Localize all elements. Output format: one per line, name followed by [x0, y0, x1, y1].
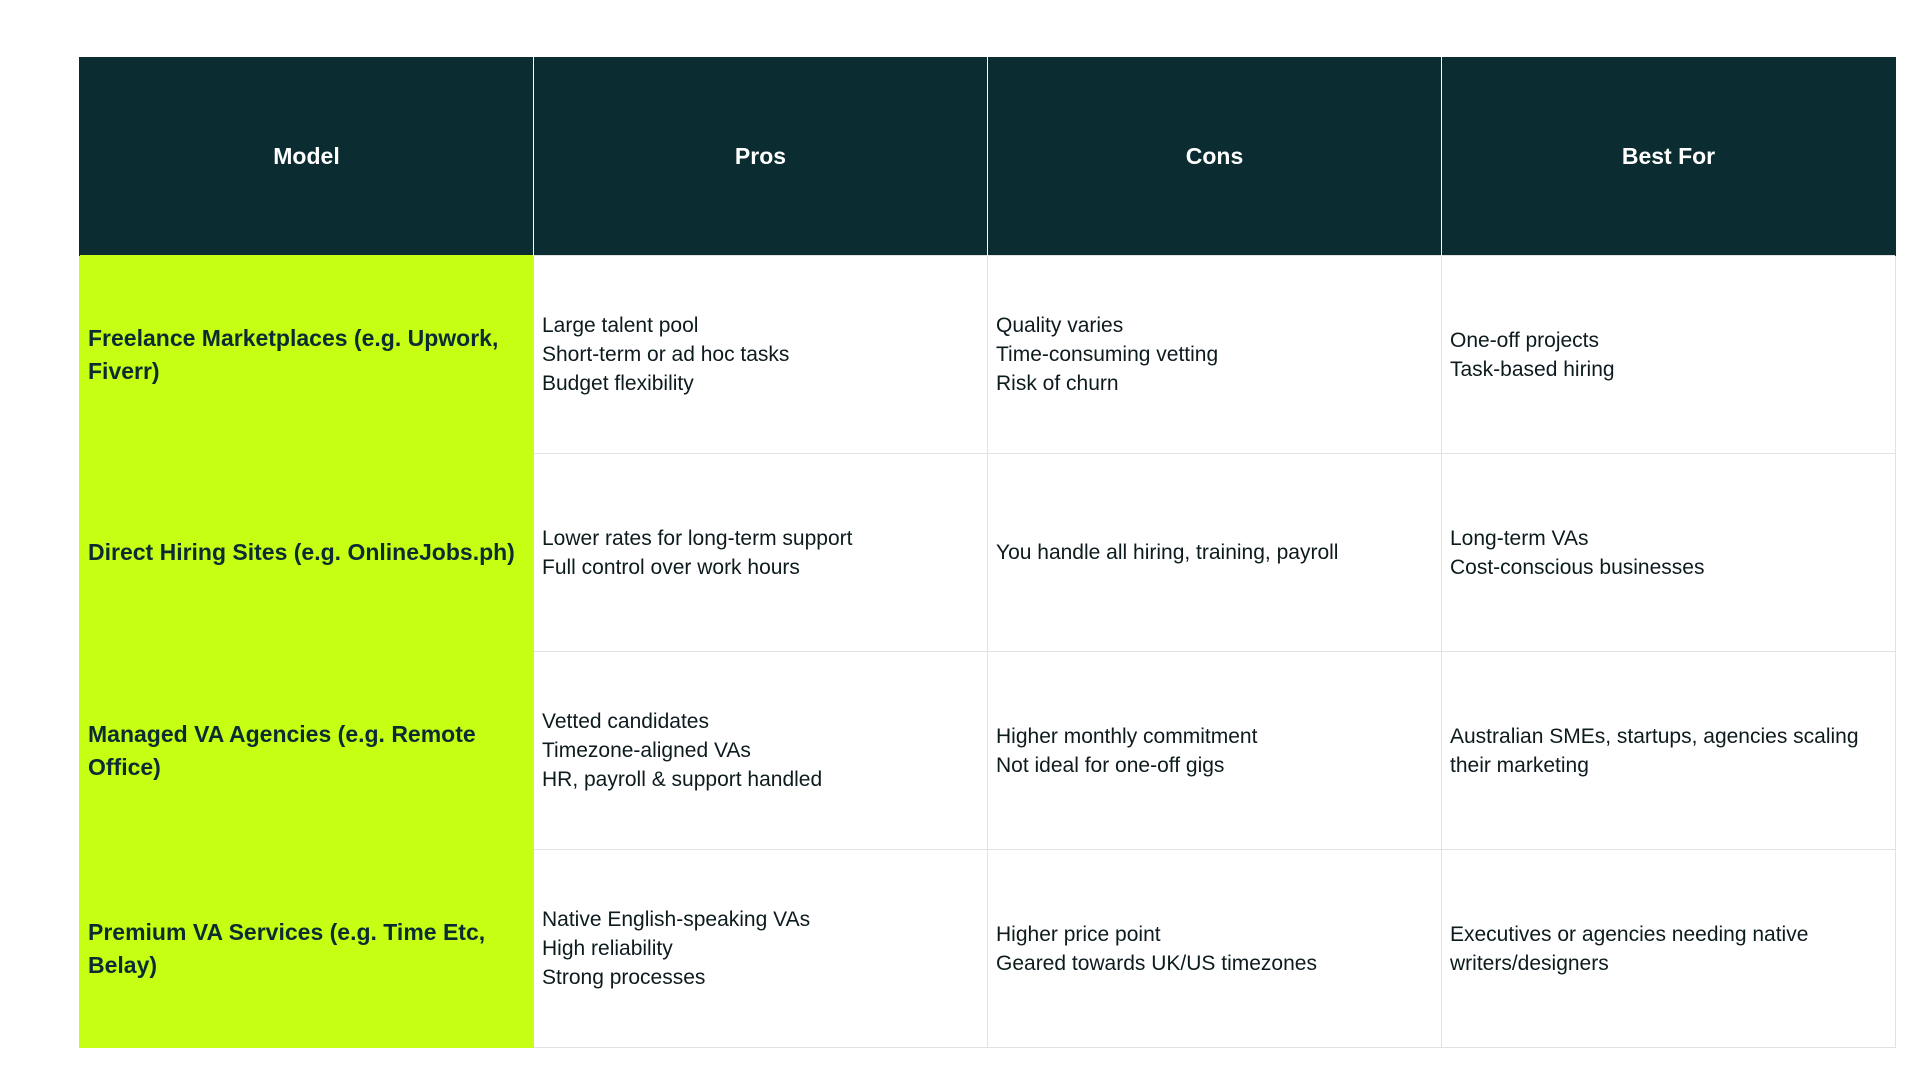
pros-item: Large talent pool	[542, 314, 699, 337]
cons-cell	[988, 652, 1442, 850]
model-cell: Premium VA Services (e.g. Time Etc, Belay)	[80, 850, 534, 1048]
best-for-item: Task-based hiring	[1450, 357, 1615, 381]
cons-item: Quality varies	[996, 314, 1124, 337]
cons-item: Higher monthly commitment	[996, 724, 1258, 748]
best-for-item: Australian SMEs, startups, agencies scaling their marketing	[1450, 724, 1859, 777]
table-body	[80, 256, 1896, 1048]
best-for-item: One-off projects	[1450, 328, 1600, 352]
pros-cell	[534, 850, 988, 1048]
header-pros: Pros	[534, 57, 988, 256]
header-row	[80, 57, 1896, 256]
table-row	[80, 454, 1896, 652]
cons-item: Higher price point	[996, 922, 1161, 946]
pros-item: Full control over work hours	[542, 555, 800, 579]
pros-cell	[534, 652, 988, 850]
best-for-item: Executives or agencies needing native writers/designers	[1450, 922, 1809, 975]
cons-item: Not ideal for one-off gigs	[996, 753, 1225, 777]
header-model: Model	[80, 57, 534, 256]
table-header	[80, 57, 1896, 256]
pros-item: Vetted candidates	[542, 710, 709, 733]
cons-cell	[988, 256, 1442, 454]
pros-item: Budget flexibility	[542, 372, 694, 395]
pros-item: High reliability	[542, 937, 673, 960]
best-for-cell	[1442, 256, 1896, 454]
best-for-item: Cost-conscious businesses	[1450, 555, 1705, 579]
cons-item: Risk of churn	[996, 372, 1119, 395]
comparison-table	[79, 57, 1896, 1048]
cons-cell	[988, 454, 1442, 652]
cons-item: You handle all hiring, training, payroll	[996, 541, 1339, 564]
model-cell: Direct Hiring Sites (e.g. OnlineJobs.ph)	[80, 454, 534, 652]
header-best-for: Best For	[1442, 57, 1896, 256]
header-cons: Cons	[988, 57, 1442, 256]
pros-item: Strong processes	[542, 966, 706, 989]
cons-cell	[988, 850, 1442, 1048]
pros-item: Timezone-aligned VAs	[542, 739, 751, 762]
cons-item: Time-consuming vetting	[996, 343, 1219, 366]
best-for-cell	[1442, 652, 1896, 850]
model-cell: Managed VA Agencies (e.g. Remote Office)	[80, 652, 534, 850]
table-row	[80, 652, 1896, 850]
pros-item: HR, payroll & support handled	[542, 768, 823, 791]
best-for-item: Long-term VAs	[1450, 526, 1589, 550]
pros-item: Short-term or ad hoc tasks	[542, 343, 790, 366]
cons-item: Geared towards UK/US timezones	[996, 951, 1317, 975]
best-for-cell	[1442, 454, 1896, 652]
pros-cell	[534, 454, 988, 652]
pros-item: Lower rates for long-term support	[542, 526, 853, 550]
pros-cell	[534, 256, 988, 454]
pros-item: Native English-speaking VAs	[542, 908, 811, 931]
table-row	[80, 850, 1896, 1048]
model-cell: Freelance Marketplaces (e.g. Upwork, Fiverr)	[80, 256, 534, 454]
table-row	[80, 256, 1896, 454]
best-for-cell	[1442, 850, 1896, 1048]
